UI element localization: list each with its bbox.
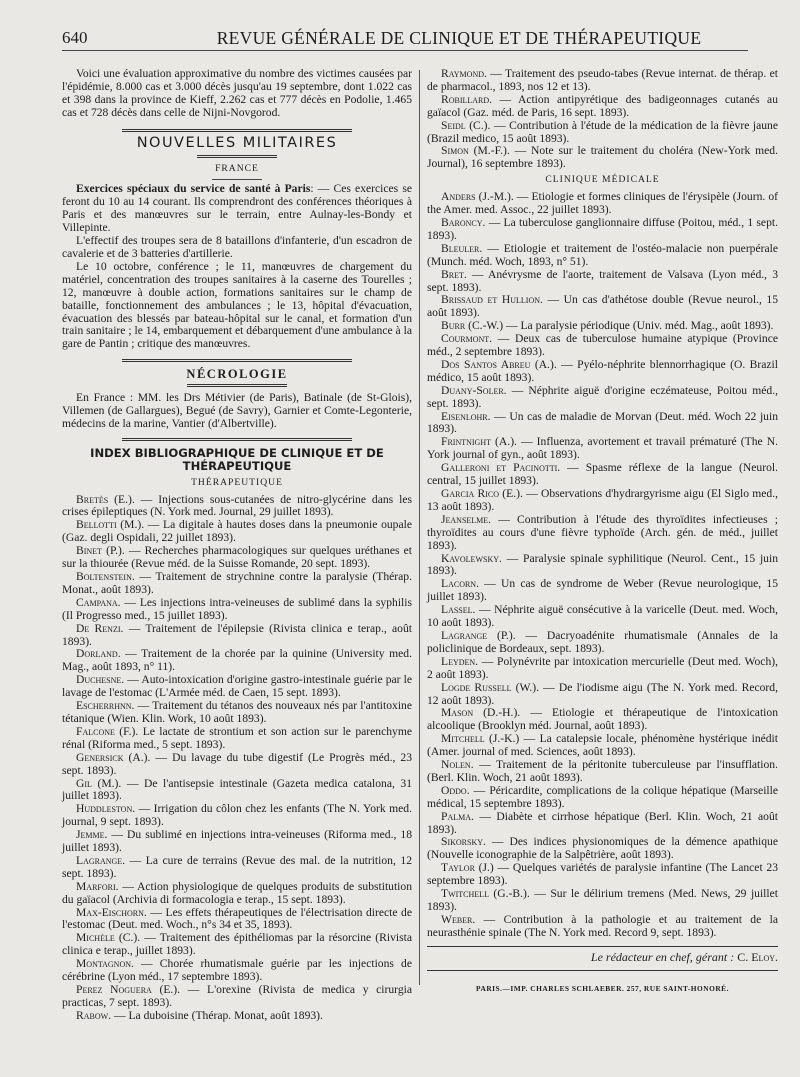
- entry-text: — Observations d'hydrargyrisme aigu (El Siglo med., 13 août 1893).: [427, 487, 779, 513]
- index-entry: [427, 94, 778, 120]
- entry-author: Lagrange.: [76, 853, 126, 867]
- index-entry: [427, 294, 778, 320]
- entry-text: — De l'antisepsie intestinale (Gazeta medica catalona, 31 juillet 1893).: [62, 776, 412, 803]
- entry-text: — Un cas d'athétose double (Revue neurol., 15 août 1893).: [427, 293, 779, 320]
- entry-text: — Auto-intoxication d'origine gastro-intestinale guérie par le lavage de l'estomac (L'Armée méd. de Caen, 15 sept. 1893).: [62, 673, 412, 700]
- therapeutique-label: THÉRAPEUTIQUE: [191, 476, 283, 488]
- entry-author: Kavolewsky.: [441, 551, 502, 565]
- index-entry: [427, 411, 778, 437]
- entry-author: Bretès (E.).: [76, 492, 135, 506]
- entry-text: — Anévrysme de l'aorte, traitement de Valsava (Lyon méd., 3 sept. 1893).: [427, 267, 778, 294]
- entry-text: — Quelques variétés de paralysie infantine (The Lancet 23 septembre 1893).: [427, 861, 779, 888]
- entry-text: — Diabète et cirrhose hépatique (Berl. Klin. Woch, 21 août 1893).: [427, 809, 778, 836]
- index-entry: [427, 243, 778, 269]
- exercices-lead: Exercices spéciaux du service de santé à Paris: [76, 182, 311, 196]
- index-entry: [427, 682, 778, 708]
- entry-text: — Néphrite aiguë consécutive à la varicelle (Deut. med. Woch, 10 août 1893).: [427, 603, 778, 630]
- entry-author: Dorland.: [76, 647, 121, 661]
- index-entry: [62, 958, 412, 984]
- section-divider: [197, 155, 277, 160]
- index-entry: [427, 269, 778, 295]
- index-entry: [427, 733, 778, 759]
- entry-text: — Etiologie et formes cliniques de l'érysipèle (Journ. of the Amer. med. Assoc., 22 juillet 1893).: [427, 190, 778, 217]
- programme-paragraph: Le 10 octobre, conférence ; le 11, manœuvres de chargement du matériel, concentration des troupes sanitaires à la caserne des Tourelles ; 12, manœuvre à double action, formations sanitaires sur le champ de bataille, fonctionnement des ambulances ; le 13, hôpital d'évacuation, évacuation des blessés par bateau-hôpital sur le canal, et formation d'un train sanitaire ; le 14, embarquement et débarquement d'une ambulance à la gare de Pantin ; critique des manœuvres.: [62, 259, 412, 351]
- entry-text: — Paralysie spinale syphilitique (Neurol. Cent., 15 juin 1893).: [427, 551, 778, 578]
- index-entry: [427, 385, 778, 411]
- section-divider: [122, 359, 352, 364]
- entry-text: — La duboisine (Thérap. Monat, août 1893).: [111, 1008, 323, 1022]
- entry-author: Lacorn.: [441, 577, 479, 591]
- entry-author: Burr (C.-W.): [441, 319, 504, 333]
- index-entry: [427, 191, 778, 217]
- entry-author: Nolen.: [441, 758, 474, 772]
- entry-author: Dos Santos Abreu (A.).: [441, 357, 557, 371]
- editor-signature: [427, 951, 778, 964]
- signature-rule: [427, 970, 778, 971]
- entry-author: Perez Noguera (E.).: [76, 983, 181, 996]
- entry-text: — De l'iodisme aigu (The N. York med. Record, 12 août 1893).: [427, 680, 778, 707]
- entry-text: — Contribution à l'étude de la médication de la fièvre jaune (Brazil medico, 15 août 1893).: [427, 118, 778, 145]
- clinique-entries: [427, 191, 778, 940]
- entry-text: — Note sur le traitement du choléra (New-York med. Journal), 16 septembre 1893).: [427, 144, 778, 171]
- entry-text: — Sur le délirium tremens (Med. News, 29 juillet 1893).: [427, 887, 778, 913]
- index-entry: [427, 656, 778, 682]
- entry-text: — Action physiologique de quelques produits de substitution du gaïacol (Archivia di formacologia e terap., 15 sept. 1893).: [62, 879, 412, 906]
- entry-author: Bret.: [441, 267, 467, 281]
- column-divider: [419, 70, 420, 985]
- entry-text: — Action antipyrétique des badigeonnages cutanés au gaïacol (Gaz. méd. de Paris, 16 sept. 1893).: [427, 92, 778, 119]
- entry-author: Huddleston.: [76, 802, 136, 816]
- index-entry: [427, 514, 778, 553]
- index-entry: [427, 462, 778, 488]
- index-entry: [62, 597, 412, 623]
- index-entry: [427, 578, 778, 604]
- entry-text: — Traitement de l'épilepsie (Rivista clinica e terap., août 1893).: [62, 621, 412, 648]
- necrologie-paragraph: En France : MM. les Drs Métivier (de Paris), Batinale (de St-Glois), Villemen (de Gallargues), Begué (de Savry), Garnier et Comte-Legonterie, médecins de la marine, Vantier (d'Albertville).: [62, 391, 412, 430]
- entry-author: Lagrange (P.).: [441, 628, 516, 642]
- printer-imprint: PARIS.—IMP. CHARLES SCHLAEBER. 257, RUE SAINT-HONORÉ.: [476, 983, 729, 993]
- entry-text: — Un cas de maladie de Morvan (Deut. méd. Woch 22 juin 1893).: [427, 409, 778, 436]
- entry-author: Michèle (C.).: [76, 931, 141, 945]
- entry-author: Garcia Rico (E.).: [441, 487, 523, 500]
- entry-text: — Etiologie et thérapeutique de l'intoxication alcoolique (Brooklyn méd. Journal, août 1893).: [427, 706, 778, 733]
- entry-author: Bellotti (M.).: [76, 518, 145, 532]
- clinique-label: CLINIQUE MÉDICALE: [545, 174, 660, 186]
- entry-author: Escherrhnn.: [76, 699, 135, 713]
- index-entry: [62, 829, 412, 855]
- entry-author: Genersick (A.).: [76, 750, 151, 764]
- entry-author: Rabow.: [76, 1008, 112, 1022]
- entry-author: Duany-Soler.: [441, 383, 507, 397]
- index-entry: [427, 785, 778, 811]
- entry-text: — Traitement de la chorée par la quinine (University med. Mag., août 1893, n° 11).: [62, 647, 412, 674]
- therapeutique-entries: [62, 494, 412, 1023]
- therapeutique-entries-cont: [427, 68, 778, 171]
- index-entry: [62, 932, 412, 958]
- index-entry: [427, 914, 778, 940]
- entry-text: — Recherches pharmacologiques sur quelques uréthanes et sur la thiourée (Revue méd. de la Suisse Romande, 20 sept. 1893).: [62, 544, 412, 571]
- entry-text: — Traitement de strychnine contre la paralysie (Thérap. Monat., août 1893).: [62, 570, 412, 596]
- index-entry: [62, 545, 412, 571]
- index-entry: [62, 907, 412, 933]
- index-entry: [427, 759, 778, 785]
- entry-text: — Les effets thérapeutiques de l'électrisation directe de l'estomac (Deut. med. Woch., n°s 34 et 35, 1893).: [62, 905, 412, 932]
- index-entry: [62, 778, 412, 804]
- entry-text: — Polynévrite par intoxication mercurielle (Deut med. Woch), 2 août 1893).: [427, 654, 778, 681]
- entry-author: Jeanselme.: [441, 512, 492, 526]
- entry-text: — La catalepsie locale, phénomène hystérique inédit (Amer. journal of med. Sciences, août 1893).: [427, 732, 779, 759]
- index-entry: [427, 553, 778, 579]
- section-divider: [122, 129, 352, 134]
- entry-author: Campana.: [76, 595, 121, 609]
- entry-author: Binet (P.).: [76, 544, 125, 558]
- entry-author: Courmont.: [441, 332, 493, 346]
- epidemic-paragraph: Voici une évaluation approximative du nombre des victimes causées par l'épidémie, 8.000 cas et 3.000 décès jusqu'au 19 septembre, dont 1.022 cas et 398 dans la province de Kieff, 2.262 cas et 777 décès en Podolie, 1.465 cas et 728 décès dans celle de Nijni-Novgorod.: [62, 67, 412, 119]
- entry-author: Eisenlohr.: [441, 409, 491, 423]
- index-entry: [427, 862, 778, 888]
- entry-text: — Pyélo-néphrite blennorrhagique (O. Brazil médico, 15 août 1893).: [427, 357, 779, 384]
- index-entry: [62, 726, 412, 752]
- entry-author: Simon (M.-F.).: [441, 144, 510, 158]
- entry-text: — Du lavage du tube digestif (Le Progrès méd., 23 sept. 1893).: [62, 750, 412, 777]
- effectif-paragraph: L'effectif des troupes sera de 8 bataillons d'infanterie, d'un escadron de cavalerie et de 3 batteries d'artillerie.: [62, 234, 412, 260]
- entry-author: Raymond.: [441, 67, 487, 80]
- index-entry: [62, 881, 412, 907]
- section-divider: [122, 438, 352, 443]
- page-header: [62, 28, 748, 51]
- sub-rule: [212, 179, 262, 180]
- entry-text: — La paralysie périodique (Univ. méd. Mag., août 1893).: [503, 319, 774, 333]
- entry-author: Anders (J.-M.).: [441, 190, 514, 204]
- index-entry: [427, 888, 778, 914]
- index-entry: [62, 648, 412, 674]
- signature-lead: Le rédacteur en chef, gérant :: [590, 949, 735, 964]
- entry-author: Sikorsky.: [441, 835, 486, 849]
- left-column: [62, 68, 412, 1023]
- entry-text: — La digitale à hautes doses dans la pneumonie oupale (Gaz. degli Ospidali, 22 juillet 1893).: [62, 518, 412, 545]
- index-entry: [62, 984, 412, 1010]
- entry-author: Lassel.: [441, 603, 476, 617]
- entry-text: — Contribution à la pathologie et au traitement de la neurasthénie spinale (The N. York med. Record 9, sept. 1893).: [427, 912, 778, 939]
- page-number: 640: [62, 28, 88, 47]
- entry-text: Le lactate de strontium et son action sur le parenchyme rénal (Riforma med., 5 sept. 1893).: [62, 724, 412, 751]
- index-entry: [62, 674, 412, 700]
- index-entry: [427, 120, 778, 146]
- entry-text: — Péricardite, complications de la colique hépatique (Marseille médical, 15 septembre 1893).: [427, 783, 778, 810]
- entry-author: Palma.: [441, 809, 474, 823]
- entry-text: — Influenza, avortement et travail prématuré (The N. York journal of gyn., août 1893).: [427, 435, 778, 462]
- index-entry: [427, 836, 778, 862]
- entry-text: — Les injections intra-veineuses de sublimé dans la syphilis (Il Progresso med., 15 juillet 1893).: [62, 595, 412, 622]
- entry-author: Falcone (F.).: [76, 724, 139, 738]
- index-entry: [62, 855, 412, 881]
- index-title: INDEX BIBLIOGRAPHIQUE DE CLINIQUE ET DE THÉRAPEUTIQUE: [90, 445, 384, 473]
- index-entry: [62, 623, 412, 649]
- entry-author: Jemme.: [76, 828, 108, 842]
- index-entry: [62, 571, 412, 597]
- entry-text: — Irrigation du côlon chez les enfants (The N. York med. journal, 9 sept. 1893).: [62, 802, 412, 829]
- signature-rule: [427, 946, 778, 947]
- index-entry: [427, 630, 778, 656]
- exercices-paragraph: [62, 183, 412, 235]
- entry-text: — Etiologie et traitement de l'ostéo-malacie non puerpérale (Munch. méd. Woch, 1893, n° 51).: [427, 241, 778, 268]
- index-entry: [427, 68, 778, 94]
- exercices-text: : — Ces exercices se feront du 10 au 14 courant. Ils comprendront des conférences théoriques à Paris et des manœuvres sur le terrain, entre Aulnay-les-Bondy et Villepinte.: [62, 182, 412, 235]
- entry-author: Bleuler.: [441, 241, 483, 255]
- entry-text: — Traitement des pseudo-tabes (Revue internat. de thérap. et de pharmacol., 1893, nos 12 et 13).: [427, 67, 778, 93]
- entry-text: — Du sublimé en injections intra-veineuses (Riforma med., 18 juillet 1893).: [62, 828, 412, 855]
- entry-author: Seidl (C.).: [441, 118, 491, 132]
- entry-author: Logde Russell (W.).: [441, 680, 540, 694]
- entry-text: — Traitement de la péritonite tuberculeuse par l'insufflation. (Berl. Klin. Woch, 21 août 1893).: [427, 758, 778, 784]
- entry-text: — Traitement des épithéliomas par la résorcine (Rivista clinica e terap., juillet 1893).: [62, 931, 412, 958]
- entry-text: — Un cas de syndrome de Weber (Revue neurologique, 15 juillet 1893).: [427, 577, 778, 604]
- entry-text: — Traitement du tétanos des nouveaux nés par l'antitoxine tétanique (Wien. Klin. Work, 10 août 1893).: [62, 699, 412, 725]
- index-entry: [427, 436, 778, 462]
- entry-author: Weber.: [441, 912, 476, 926]
- index-entry: [427, 217, 778, 243]
- running-title: REVUE GÉNÉRALE DE CLINIQUE ET DE THÉRAPEUTIQUE: [216, 28, 702, 48]
- entry-text: — La cure de terrains (Revue des mal. de la nutrition, 12 sept. 1893).: [62, 853, 412, 880]
- entry-text: — Deux cas de tuberculose humaine atypique (Province méd., 2 septembre 1893).: [427, 332, 778, 359]
- right-column: [427, 68, 778, 996]
- entry-author: Boltenstein.: [76, 570, 135, 583]
- entry-text: — La tuberculose ganglionnaire diffuse (Poitou, méd., 1 sept. 1893).: [427, 215, 778, 242]
- entry-author: Mitchell (J.-K.): [441, 732, 520, 746]
- entry-author: Taylor (J.): [441, 861, 494, 875]
- entry-author: Frintnight (A.).: [441, 435, 517, 449]
- necrologie-title: NÉCROLOGIE: [186, 367, 288, 382]
- index-entry: [62, 803, 412, 829]
- entry-author: Robillard.: [441, 92, 493, 106]
- index-entry: [427, 359, 778, 385]
- index-entry: [427, 604, 778, 630]
- entry-author: Twitchell (G.-B.).: [441, 887, 530, 901]
- index-entry: [427, 707, 778, 733]
- index-entry: [62, 1010, 412, 1023]
- entry-author: Duchesne.: [76, 673, 125, 687]
- nouvelles-title: NOUVELLES MILITAIRES: [136, 134, 338, 151]
- entry-text: — L'orexine (Rivista de medica y cirurgia practicas, 7 sept. 1893).: [62, 983, 412, 1009]
- section-divider: [187, 384, 287, 389]
- entry-author: Oddo.: [441, 783, 470, 797]
- entry-author: Montagnon.: [76, 957, 134, 971]
- index-entry: [427, 488, 778, 514]
- entry-author: Max-Eischorn.: [76, 905, 147, 919]
- index-entry: [62, 752, 412, 778]
- index-entry: [427, 145, 778, 171]
- index-entry: [62, 700, 412, 726]
- entry-author: Gil (M.).: [76, 776, 122, 790]
- entry-author: Marfori.: [76, 879, 119, 893]
- entry-text: — Spasme réflexe de la langue (Neurol. central, 15 juillet 1893).: [427, 461, 778, 488]
- index-entry: [427, 333, 778, 359]
- entry-text: — Chorée rhumatismale guérie par les injections de cérébrine (Lyon méd., 17 septembre 1893).: [62, 957, 412, 984]
- entry-text: — Néphrite aiguë d'origine eczémateuse, Poitou méd., sept. 1893).: [427, 383, 778, 410]
- entry-text: — Dacryoadénite rhumatismale (Annales de la policlinique de Bordeaux, sept. 1893).: [427, 628, 778, 655]
- index-entry: [62, 494, 412, 520]
- signature-name: C. Eloy.: [737, 949, 778, 964]
- entry-text: — Contribution à l'étude des thyroïdites infectieuses ; thyroïdites au cours d'une fièvre typhoïde (Arch. gén. de méd., juillet 1893).: [427, 512, 778, 552]
- entry-text: — Des indices physionomiques de la démence apathique (Nouvelle iconographie de la Salpêtrière, août 1893).: [427, 835, 778, 862]
- entry-author: Brissaud et Hullion.: [441, 293, 543, 307]
- entry-author: De Renzi.: [76, 621, 124, 635]
- entry-author: Baroncy.: [441, 215, 486, 229]
- entry-author: Mason (D.-H.).: [441, 706, 521, 720]
- index-entry: [427, 811, 778, 837]
- entry-author: Galleroni et Pacinotti.: [441, 461, 561, 475]
- index-entry: [62, 519, 412, 545]
- entry-text: — Injections sous-cutanées de nitro-glycérine dans les crises épileptiques (N. York med. Journal, 29 juillet 1893).: [62, 492, 413, 519]
- entry-author: Leyden.: [441, 654, 479, 668]
- france-label: FRANCE: [215, 162, 259, 174]
